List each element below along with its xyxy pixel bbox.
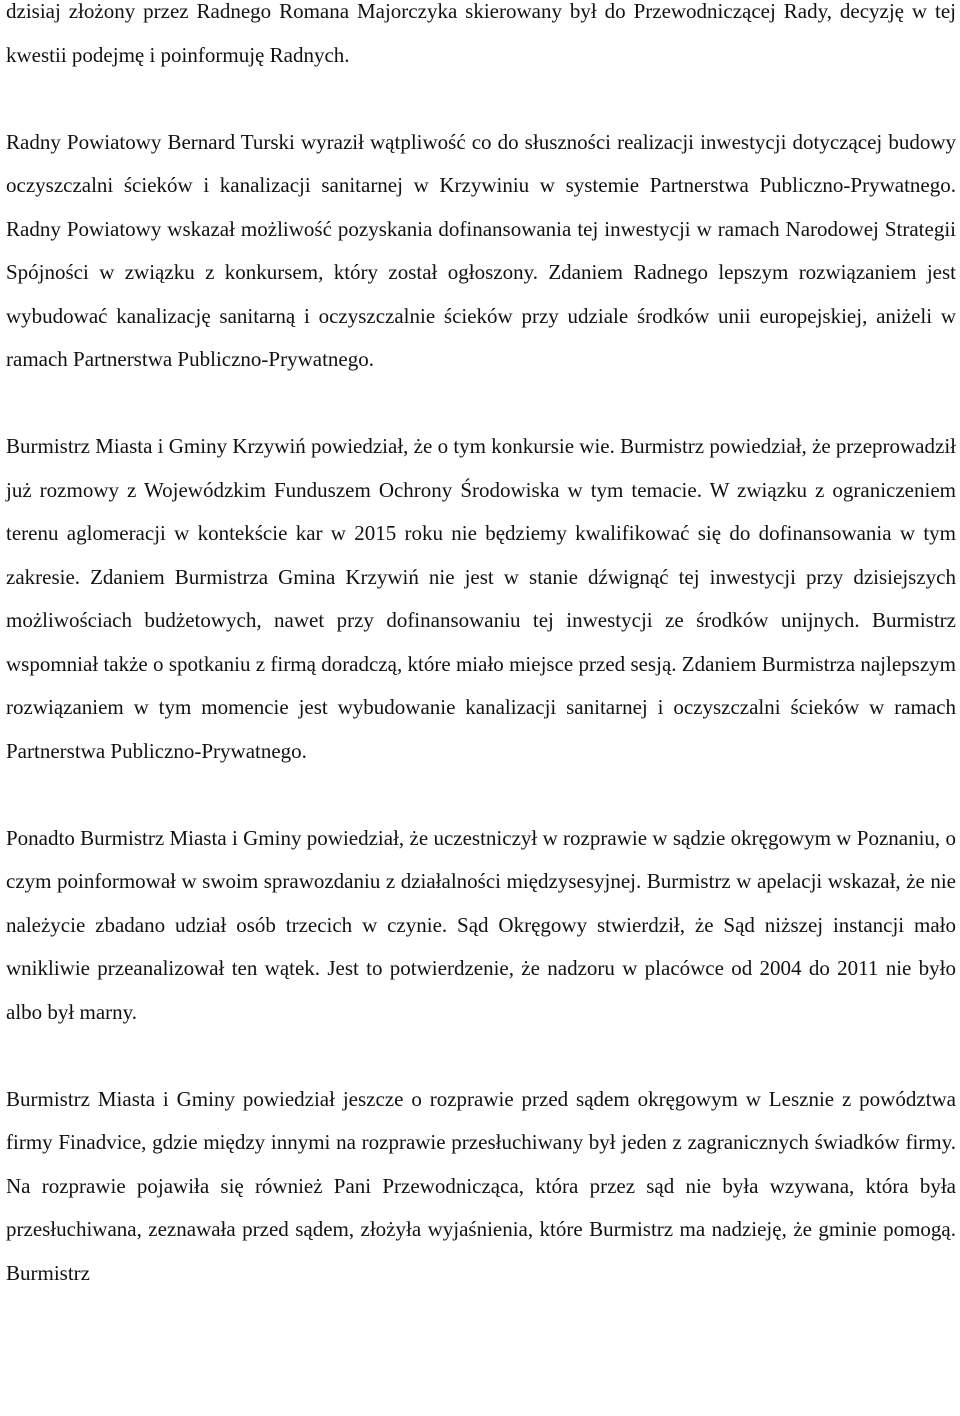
paragraph-leszno-court: Burmistrz Miasta i Gminy powiedział jeszcze o rozprawie przed sądem okręgowym w Lesznie z powództwa firmy Finadvice, gdzie między innymi na rozprawie przesłuchiwany był jeden z zagranicznych świadków firmy. Na rozprawie pojawiła się również Pani Przewodnicząca, która przez sąd nie była wzywana, która była przesłuchiwana, zeznawała przed sądem, złożyła wyjaśnienia, które Burmistrz ma nadzieję, że gminie pomogą. Burmistrz — [6, 1086, 956, 1285]
paragraph-turski-doubts: Radny Powiatowy Bernard Turski wyraził wątpliwość co do słuszności realizacji inwestycji dotyczącej budowy oczyszczalni ścieków i kanalizacji sanitarnej w Krzywiniu w systemie Partnerstwa Publiczno-Prywatnego. Radny Powiatowy wskazał możliwość pozyskania dofinansowania tej inwestycji w ramach Narodowej Strategii Spójności w związku z konkursem, który został ogłoszony. Zdaniem Radnego lepszym rozwiązaniem jest wybudować kanalizację sanitarną i oczyszczalnie ścieków przy udziale środków unii europejskiej, aniżeli w ramach Partnerstwa Publiczno-Prywatnego. — [6, 129, 956, 371]
paragraph-council-decision: dzisiaj złożony przez Radnego Romana Majorczyka skierowany był do Przewodniczącej Rady, decyzję w tej kwestii podejmę i poinformuję Radnych. — [6, 0, 956, 67]
paragraph-poznan-court: Ponadto Burmistrz Miasta i Gminy powiedział, że uczestniczył w rozprawie w sądzie okręgowym w Poznaniu, o czym poinformował w swoim sprawozdaniu z działalności międzysesyjnej. Burmistrz w apelacji wskazał, że nie należycie zbadano udział osób trzecich w czynie. Sąd Okręgowy stwierdził, że Sąd niższej instancji mało wnikliwie przeanalizował ten wątek. Jest to potwierdzenie, że nadzoru w placówce od 2004 do 2011 nie było albo był marny. — [6, 825, 956, 1024]
paragraph-mayor-response: Burmistrz Miasta i Gminy Krzywiń powiedział, że o tym konkursie wie. Burmistrz powiedział, że przeprowadził już rozmowy z Wojewódzkim Funduszem Ochrony Środowiska w tym temacie. W związku z ograniczeniem terenu aglomeracji w kontekście kar w 2015 roku nie będziemy kwalifikować się do dofinansowania w tym zakresie. Zdaniem Burmistrza Gmina Krzywiń nie jest w stanie dźwignąć tej inwestycji przy dzisiejszych możliwościach budżetowych, nawet przy dofinansowaniu tej inwestycji ze środków unijnych. Burmistrz wspomniał także o spotkaniu z firmą doradczą, które miało miejsce przed sesją. Zdaniem Burmistrza najlepszym rozwiązaniem w tym momencie jest wybudowanie kanalizacji sanitarnej i oczyszczalni ścieków w ramach Partnerstwa Publiczno-Prywatnego. — [6, 434, 956, 763]
document-page — [6, 0, 956, 1295]
